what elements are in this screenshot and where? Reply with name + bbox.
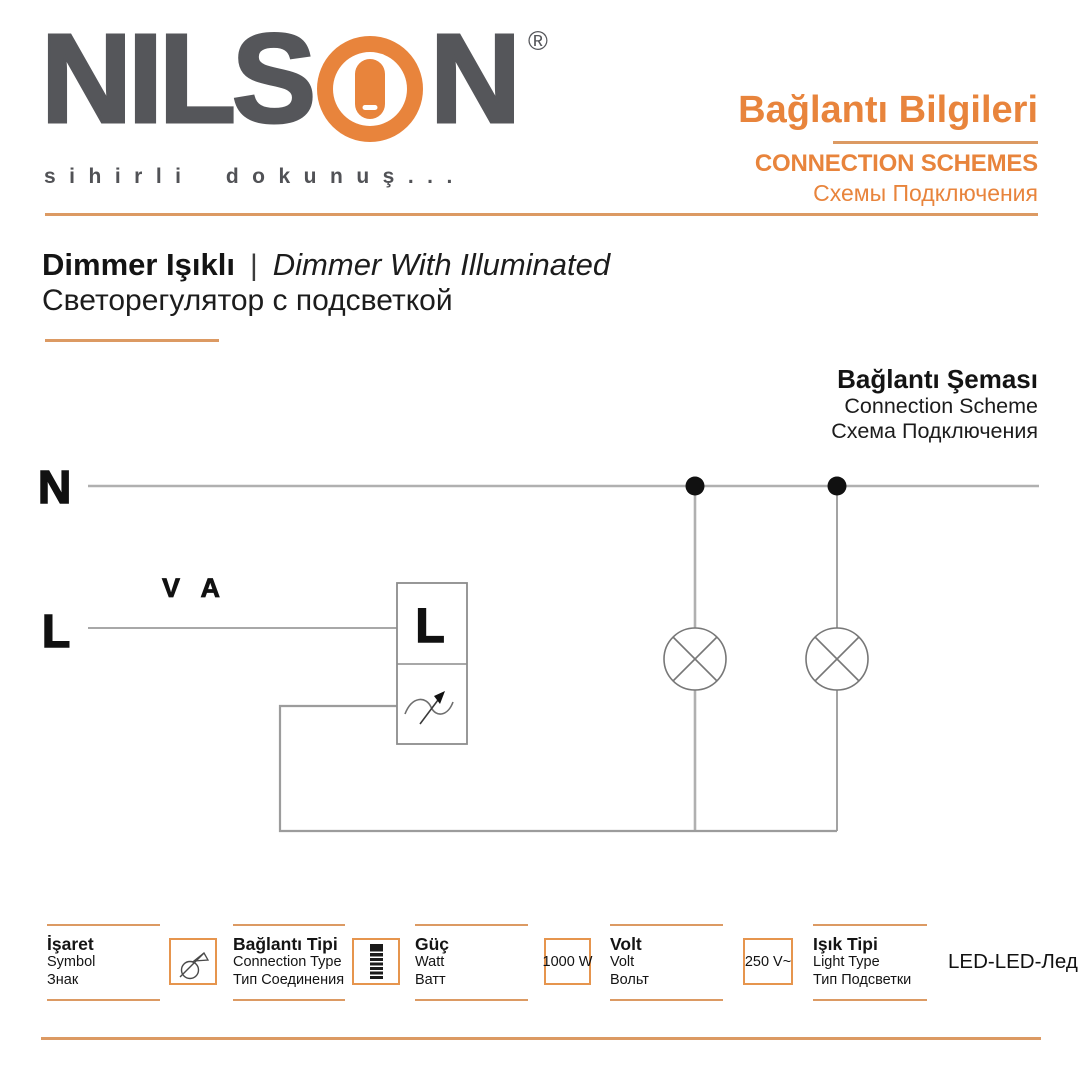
spec-light-tr: Işık Tipi	[813, 934, 878, 954]
volt-value: 250 V~	[744, 953, 792, 970]
dimmer-return-wire	[280, 706, 837, 831]
dimmer-terminal-label: L	[415, 600, 445, 653]
bottom-divider-line	[41, 1037, 1041, 1040]
spec-connection-type	[233, 924, 345, 1001]
spec-symbol-en: Symbol	[47, 954, 96, 970]
junction-dot-2	[828, 477, 847, 496]
lamp-symbol-1	[664, 628, 726, 690]
registered-mark: ®	[528, 26, 548, 56]
spec-power-en: Watt	[415, 954, 445, 970]
dimmer-symbol-icon	[173, 942, 213, 982]
spec-volt-ru: Вольт	[610, 971, 649, 988]
neutral-label: N	[38, 461, 72, 513]
product-title-separator: |	[249, 249, 258, 282]
symbol-icon-box	[169, 938, 217, 985]
spec-symbol	[47, 924, 160, 1001]
spec-connection-en: Connection Type	[233, 954, 342, 970]
logo-text-n: N	[430, 8, 517, 149]
spec-symbol-tr: İşaret	[47, 934, 94, 954]
spec-power-ru: Ватт	[415, 971, 446, 988]
spec-connection-ru: Тип Соединения	[233, 971, 345, 988]
terminal-block-icon	[370, 944, 383, 979]
product-name-ru: Светорегулятор с подсветкой	[42, 284, 453, 317]
spec-symbol-ru: Знак	[47, 971, 79, 988]
scheme-heading-ru: Схема Подключения	[831, 419, 1038, 443]
spec-light-en: Light Type	[813, 954, 880, 970]
product-name-en: Dimmer With Illuminated	[272, 247, 611, 282]
power-value-box	[544, 938, 591, 985]
scheme-heading-tr: Bağlantı Şeması	[837, 364, 1038, 394]
scheme-heading-en: Connection Scheme	[844, 394, 1038, 418]
spec-light-ru: Тип Подсветки	[813, 971, 912, 988]
connection-icon-box	[352, 938, 400, 985]
header-title-ru: Схемы Подключения	[813, 180, 1038, 206]
logo-text-nils: NILS	[41, 8, 313, 149]
va-label: V A	[162, 573, 228, 603]
spec-connection-tr: Bağlantı Tipi	[233, 934, 338, 954]
lamp-symbol-2	[806, 628, 868, 690]
light-type-value: LED-LED-Лед	[948, 950, 1078, 973]
junction-dot-1	[686, 477, 705, 496]
spec-volt-en: Volt	[610, 954, 635, 970]
logo-tagline: sihirli dokunuş...	[44, 165, 466, 188]
spec-volt	[610, 924, 723, 1001]
header-title-en: CONNECTION SCHEMES	[754, 150, 1038, 177]
spec-light-type	[813, 924, 927, 1001]
spec-power-tr: Güç	[415, 934, 450, 954]
line-label: L	[42, 605, 71, 657]
product-name-tr: Dimmer Işıklı	[42, 247, 235, 282]
power-value: 1000 W	[542, 953, 593, 970]
volt-value-box	[743, 938, 793, 985]
spec-volt-tr: Volt	[610, 934, 642, 954]
header-title-tr: Bağlantı Bilgileri	[738, 89, 1038, 131]
spec-power	[415, 924, 528, 1001]
